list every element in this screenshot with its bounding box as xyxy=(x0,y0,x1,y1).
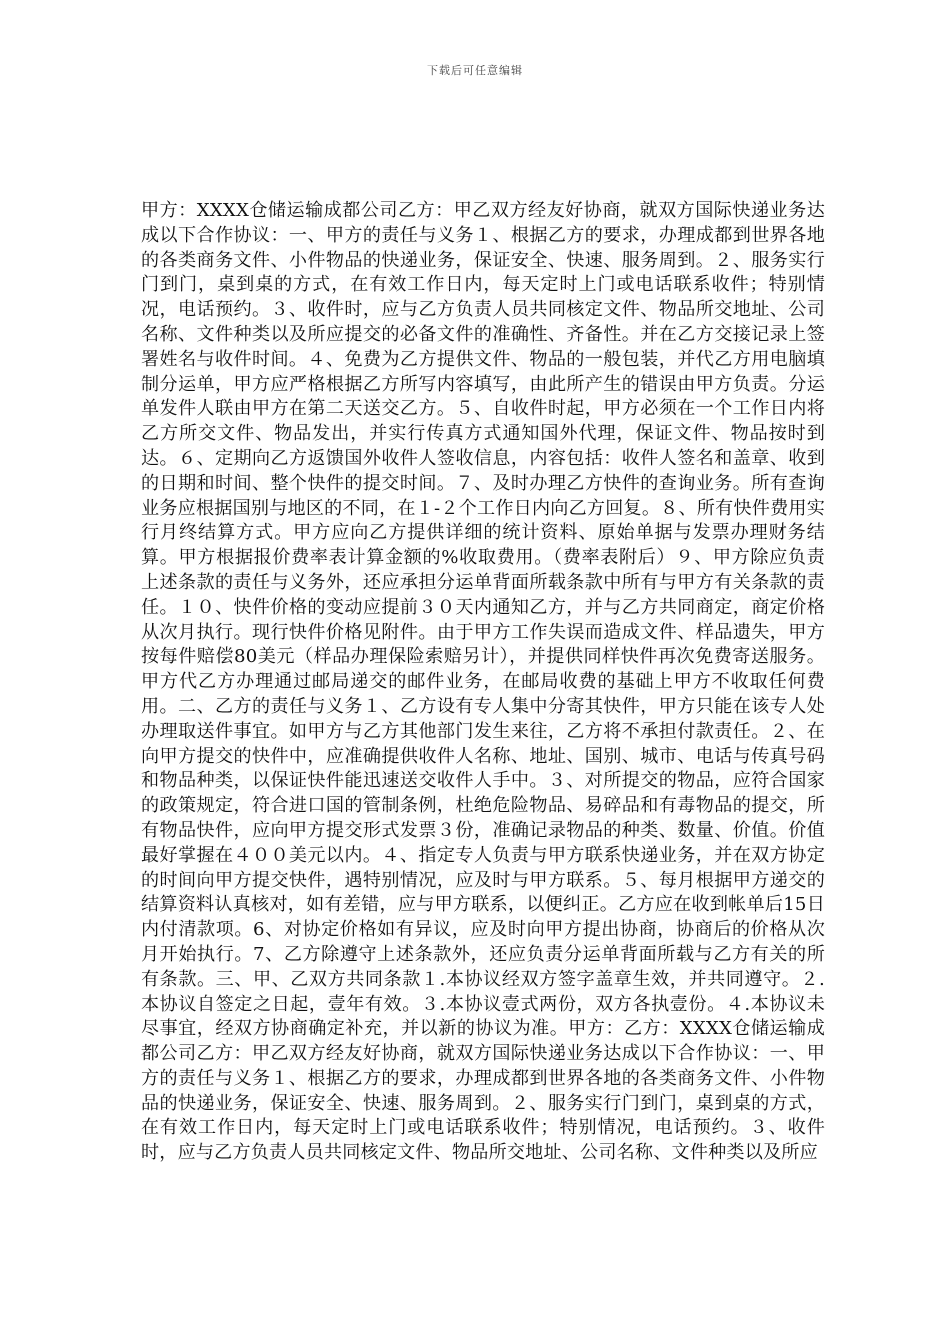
document-body xyxy=(141,199,825,1166)
body-paragraph: 甲方：XXXX仓储运输成都公司乙方：甲乙双方经友好协商，就双方国际快递业务达成以下合作协议：一、甲方的责任与义务１、根据乙方的要求，办理成都到世界各地的各类商务文件、小件物品的快递业务，保证安全、快速、服务周到。２、服务实行门到门，桌到桌的方式，在有效工作日内，每天定时上门或电话联系收件；特别情况，电话预约。３、收件时，应与乙方负责人员共同核定文件、物品所交地址、公司名称、文件种类以及所应提交的必备文件的准确性、齐备性。并在乙方交接记录上签署姓名与收件时间。４、免费为乙方提供文件、物品的一般包装，并代乙方用电脑填制分运单，甲方应严格根据乙方所写内容填写，由此所产生的错误由甲方负责。分运单发件人联由甲方在第二天送交乙方。５、自收件时起，甲方必须在一个工作日内将乙方所交文件、物品发出，并实行传真方式通知国外代理，保证文件、物品按时到达。６、定期向乙方返馈国外收件人签收信息，内容包括：收件人签名和盖章、收到的日期和时间、整个快件的提交时间。７、及时办理乙方快件的查询业务。所有查询业务应根据国别与地区的不同，在１-２个工作日内向乙方回复。８、所有快件费用实行月终结算方式。甲方应向乙方提供详细的统计资料、原始单据与发票办理财务结算。甲方根据报价费率表计算金额的%收取费用。（费率表附后）９、甲方除应负责上述条款的责任与义务外，还应承担分运单背面所载条款中所有与甲方有关条款的责任。１０、快件价格的变动应提前３０天内通知乙方，并与乙方共同商定，商定价格从次月执行。现行快件价格见附件。由于甲方工作失误而造成文件、样品遗失，甲方按每件赔偿80美元（样品办理保险索赔另计），并提供同样快件再次免费寄送服务。甲方代乙方办理通过邮局递交的邮件业务，在邮局收费的基础上甲方不收取任何费用。二、乙方的责任与义务１、乙方设有专人集中分寄其快件，甲方只能在该专人处办理取送件事宜。如甲方与乙方其他部门发生来往，乙方将不承担付款责任。２、在向甲方提交的快件中，应准确提供收件人名称、地址、国别、城市、电话与传真号码和物品种类，以保证快件能迅速送交收件人手中。３、对所提交的物品，应符合国家的政策规定，符合进口国的管制条例，杜绝危险物品、易碎品和有毒物品的提交，所有物品快件，应向甲方提交形式发票３份，准确记录物品的种类、数量、价值。价值最好掌握在４００美元以内。４、指定专人负责与甲方联系快递业务，并在双方协定的时间向甲方提交快件，遇特别情况，应及时与甲方联系。５、每月根据甲方递交的结算资料认真核对，如有差错，应与甲方联系，以便纠正。乙方应在收到帐单后15日内付清款项。6、对协定价格如有异议，应及时向甲方提出协商，协商后的价格从次月开始执行。7、乙方除遵守上述条款外，还应负责分运单背面所载与乙方有关的所有条款。三、甲、乙双方共同条款１.本协议经双方签字盖章生效，并共同遵守。２.本协议自签定之日起，壹年有效。３.本协议壹式两份，双方各执壹份。４.本协议未尽事宜，经双方协商确定补充，并以新的协议为准。甲方：乙方：XXXX仓储运输成都公司乙方：甲乙双方经友好协商，就双方国际快递业务达成以下合作协议：一、甲方的责任与义务１、根据乙方的要求，办理成都到世界各地的各类商务文件、小件物品的快递业务，保证安全、快速、服务周到。２、服务实行门到门，桌到桌的方式，在有效工作日内，每天定时上门或电话联系收件；特别情况，电话预约。３、收件时，应与乙方负责人员共同核定文件、物品所交地址、公司名称、文件种类以及所应 xyxy=(141,200,825,1164)
page-header-note: 下载后可任意编辑 xyxy=(427,64,523,77)
